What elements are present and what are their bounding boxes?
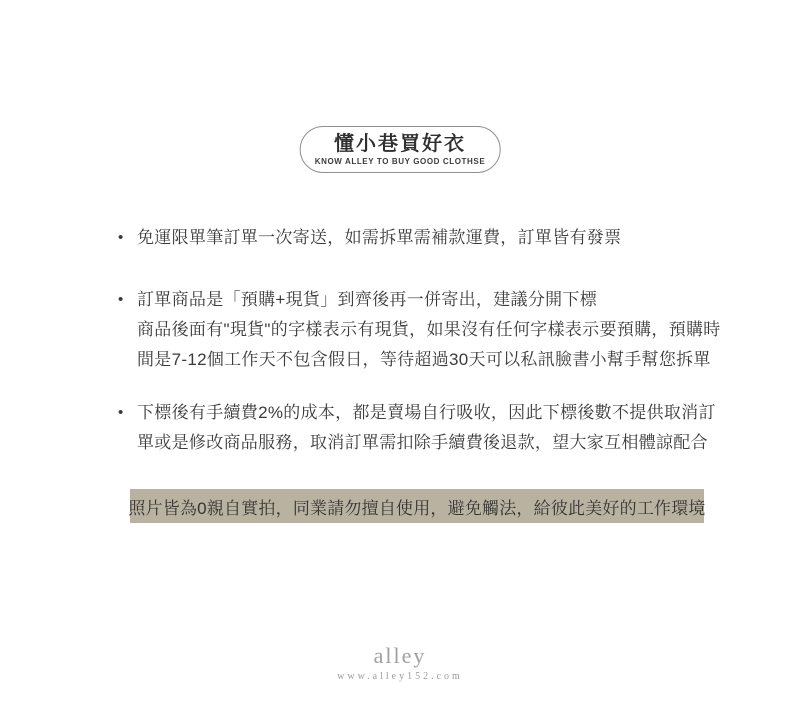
notice-line: 單或是修改商品服務，取消訂單需扣除手續費後退款，望大家互相體諒配合 bbox=[137, 433, 708, 452]
notice-line: 下標後有手續費2%的成本，都是賣場自行吸收，因此下標後數不提供取消訂 bbox=[137, 403, 716, 422]
photo-policy-text: 照片皆為0親自實拍，同業請勿擅自使用，避免觸法，給彼此美好的工作環境 bbox=[128, 498, 706, 518]
footer-logo: alley bbox=[373, 643, 427, 668]
brand-title: 懂小巷買好衣 bbox=[333, 133, 466, 155]
notice-item-fees bbox=[118, 398, 715, 458]
bullet-icon: • bbox=[118, 229, 124, 246]
brand-badge bbox=[300, 126, 501, 173]
notice-line: 免運限單筆訂單一次寄送，如需拆單需補款運費，訂單皆有發票 bbox=[137, 228, 622, 247]
notice-line: 商品後面有"現貨"的字樣表示有現貨，如果沒有任何字樣表示要預購，預購時 bbox=[137, 320, 721, 339]
photo-policy-highlight bbox=[130, 489, 704, 523]
notice-line: 訂單商品是「預購+現貨」到齊後再一併寄出，建議分開下標 bbox=[137, 290, 598, 309]
bullet-icon: • bbox=[118, 404, 124, 421]
brand-subtitle: KNOW ALLEY TO BUY GOOD CLOTHSE bbox=[314, 157, 486, 166]
notice-item-shipping bbox=[118, 223, 715, 253]
footer-url: www.alley152.com bbox=[337, 671, 463, 682]
footer bbox=[0, 643, 800, 682]
notice-item-preorder bbox=[118, 285, 721, 375]
notice-line: 間是7-12個工作天不包含假日，等待超過30天可以私訊臉書小幫手幫您拆單 bbox=[137, 350, 711, 369]
bullet-icon: • bbox=[118, 291, 124, 308]
